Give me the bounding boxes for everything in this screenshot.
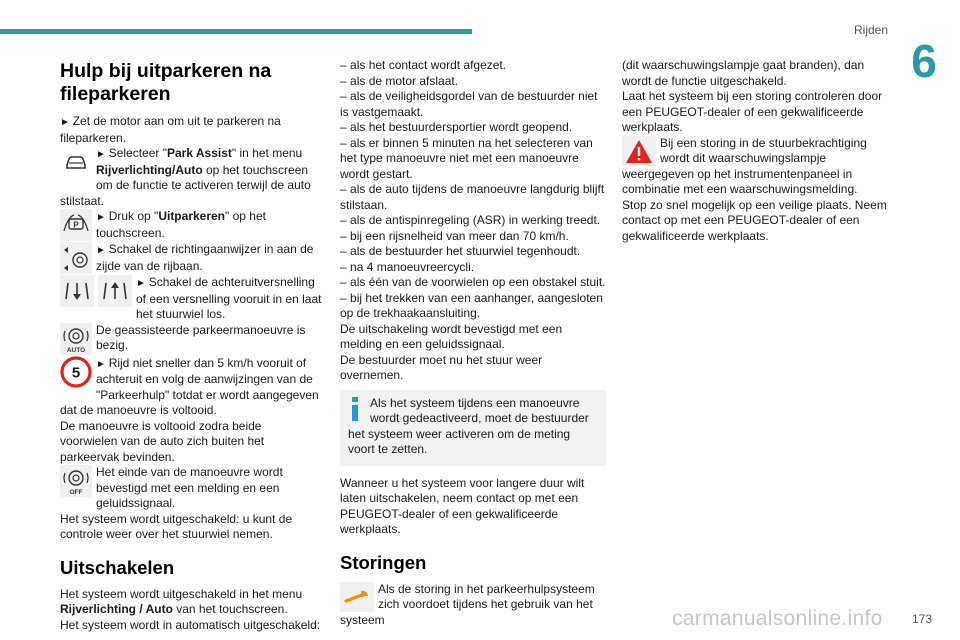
- paragraph-have-checked: Laat het systeem bij een storing controleren door een PEUGEOT-dealer of een gekwalificeerde werkplaats.: [622, 89, 883, 134]
- parking-exit-icon: [60, 209, 92, 241]
- section-title-exit-parking: Hulp bij uitparkeren na fileparkeren: [60, 60, 272, 105]
- wrench-icon: [340, 582, 374, 612]
- svg-text:OFF: OFF: [69, 489, 83, 496]
- step-start-engine: ► Zet de motor aan om uit te parkeren na fileparkeren.: [60, 114, 322, 146]
- section-title-deactivate: Uitschakelen: [60, 556, 175, 578]
- watermark: carmanualsonline.info: [672, 607, 883, 630]
- running-title: Rijden: [854, 23, 889, 37]
- paragraph-deactivate-menu: Het systeem wordt uitgeschakeld in het menu Rijverlichting / Auto van het touchscreen.: [60, 586, 303, 616]
- turn-signal-icon: [60, 242, 92, 274]
- list-item: – als de antispinregeling (ASR) in werking treedt.: [340, 213, 606, 229]
- list-item: – als er binnen 5 minuten na het selecteren van het type manoeuvre niet met een manoeuvre wordt gestart.: [340, 136, 606, 183]
- paragraph-deactivation-confirmed: De uitschakeling wordt bevestigd met een melding en een geluidssignaal.: [340, 321, 563, 351]
- paragraph-long-term-deactivation: Wanneer u het systeem voor langere duur wilt laten uitschakelen, neem contact op met een PEUGEOT-dealer of een gekwalificeerde werkplaats.: [340, 475, 585, 536]
- park-assist-off-icon: [60, 465, 92, 497]
- car-icon: [60, 146, 92, 178]
- step-turn-signal: ► Schakel de richtingaanwijzer in aan de zijde van de rijbaan.: [60, 242, 322, 275]
- gear-reverse-icon: [60, 275, 94, 307]
- list-item: – bij het trekken van een aanhanger, aangesloten op de trekhaakaansluiting.: [340, 291, 606, 322]
- info-icon: [348, 396, 362, 422]
- malfunction-power-steering: Bij een storing in de stuurbekrachtiging wordt dit waarschuwingslampje weergegeven op het instrumentenpaneel in combinatie met een waarschuwingsmelding.: [622, 135, 867, 196]
- list-item: – als de veiligheidsgordel van de bestuurder niet is vastgemaakt.: [340, 89, 606, 120]
- step-select-park-assist: ► Selecteer "Park Assist" in het menu Rijverlichting/Auto op het touchscreen om de functie te activeren terwijl de auto stilstaat.: [60, 146, 322, 209]
- info-maneuver-running: AUTO De geassisteerde parkeermanoeuvre is bezig.: [60, 323, 322, 356]
- paragraph-system-off: Het systeem wordt uitgeschakeld: u kunt de controle weer over het stuurwiel nemen.: [60, 511, 293, 541]
- park-assist-auto-icon: [60, 323, 92, 355]
- list-item: – als één van de voorwielen op een obstakel stuit.: [340, 275, 606, 291]
- step-drive-slowly: 5 ► Rijd niet sneller dan 5 km/h vooruit of achteruit en volg de aanwijzingen van de "Parkeerhulp" totdat er wordt aangegeven dat de manoeuvre is voltooid.: [60, 356, 322, 419]
- step-select-gear: ► Schakel de achteruitversnelling of een versnelling vooruit in en laat het stuurwiel los.: [60, 275, 322, 323]
- list-item: – als de auto tijdens de manoeuvre langdurig blijft stilstaan.: [340, 182, 606, 213]
- list-item: – als het contact wordt afgezet.: [340, 58, 606, 74]
- speed-limit-icon: [60, 356, 92, 388]
- paragraph-function-disabled: (dit waarschuwingslampje gaat branden), dan wordt de functie uitgeschakeld.: [622, 58, 865, 88]
- section-title-malfunctions: Storingen: [340, 551, 427, 573]
- column-2: [340, 58, 606, 628]
- paragraph-driver-takes-over: De bestuurder moet nu het stuur weer overnemen.: [340, 352, 543, 382]
- page-number: 173: [912, 612, 933, 626]
- info-note: Als het systeem tijdens een manoeuvre wordt gedeactiveerd, moet de bestuurder het systeem weer activeren om de meting voort te zetten.: [340, 390, 606, 466]
- malfunction-parking-assist: Als de storing in het parkeerhulpsysteem zich voordoet tijdens het gebruik van het systeem: [340, 581, 595, 627]
- list-item: – als de bestuurder het stuurwiel tegenhoudt.: [340, 244, 606, 260]
- paragraph-maneuver-complete: De manoeuvre is voltooid zodra beide voorwielen van de auto zich buiten het parkeervak bevinden.: [60, 418, 265, 464]
- gear-forward-icon: [98, 275, 132, 307]
- column-3: [622, 58, 888, 244]
- info-maneuver-end: OFF Het einde van de manoeuvre wordt bevestigd met een melding en een geluidssignaal.: [60, 465, 322, 512]
- list-item: – na 4 manoeuvreercycli.: [340, 260, 606, 276]
- column-1: [60, 58, 322, 633]
- header-accent-bar: [0, 29, 472, 34]
- svg-text:P: P: [73, 220, 79, 230]
- list-item: – bij een rijsnelheid van meer dan 70 km/h.: [340, 229, 606, 245]
- paragraph-stop-safely: Stop zo snel mogelijk op een veilige plaats. Neem contact op met een PEUGEOT-dealer of een gekwalificeerde werkplaats.: [622, 197, 887, 243]
- step-press-exit: P ► Druk op "Uitparkeren" op het touchscreen.: [60, 209, 322, 242]
- svg-text:5: 5: [71, 364, 81, 381]
- list-item: – als de motor afslaat.: [340, 74, 606, 90]
- svg-text:AUTO: AUTO: [66, 346, 86, 354]
- warning-triangle-icon: [622, 136, 656, 166]
- paragraph-auto-off-intro: Het systeem wordt in automatisch uitgeschakeld:: [60, 617, 321, 632]
- auto-off-conditions-list: [340, 58, 606, 322]
- chapter-number: 6: [911, 35, 937, 87]
- list-item: – als het bestuurdersportier wordt geopend.: [340, 120, 606, 136]
